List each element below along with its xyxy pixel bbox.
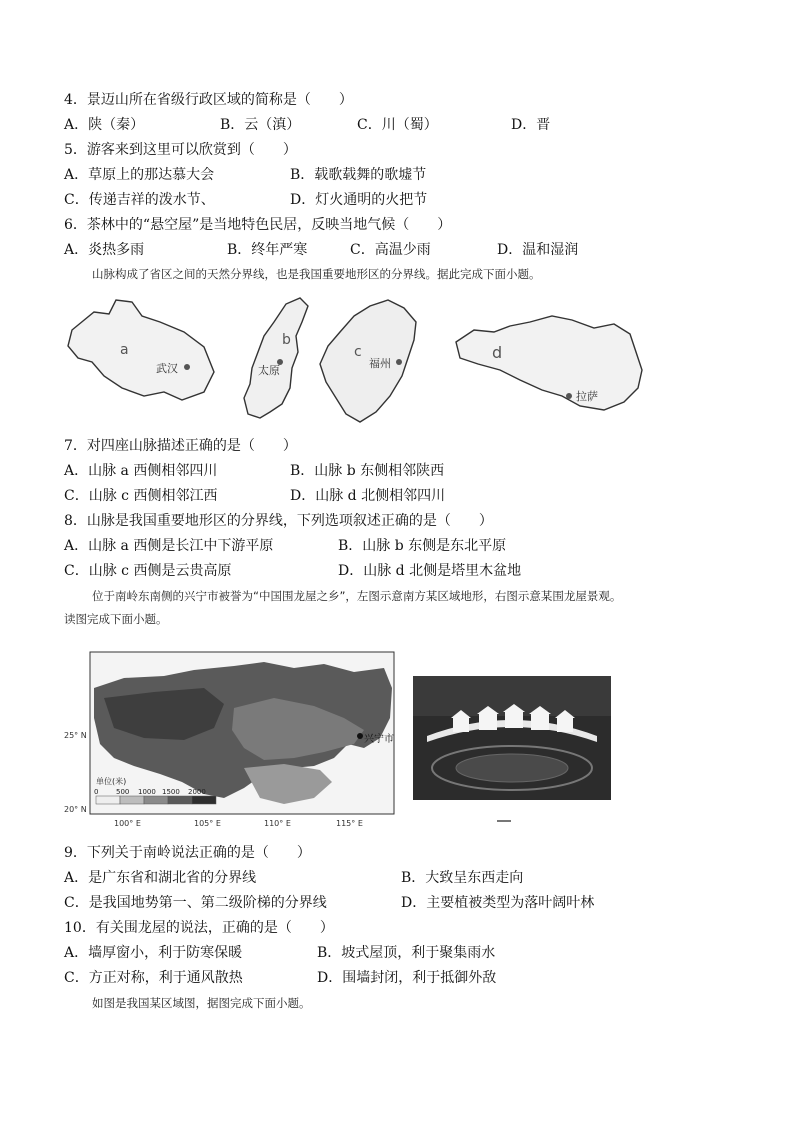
q10-option-d: D．围墙封闭，利于抵御外敌	[317, 970, 497, 986]
label-xingning: 兴宁市	[364, 734, 394, 745]
q6-option-c: C．高温少雨	[350, 242, 431, 258]
intro-nanling-line2: 读图完成下面小题。	[64, 612, 168, 626]
q9-option-a: A．是广东省和湖北省的分界线	[64, 870, 257, 886]
label-a: a	[120, 342, 129, 358]
intro-nanling-line1: 位于南岭东南侧的兴宁市被誉为“中国围龙屋之乡”，左图示意南方某区域地形，右图示意某围龙屋景观。	[92, 589, 622, 603]
label-c: c	[354, 344, 362, 360]
q8-option-b: B．山脉 b 东侧是东北平原	[338, 538, 507, 554]
q9-stem: 9．下列关于南岭说法正确的是（ ）	[64, 845, 311, 861]
q10-option-b: B．坡式屋顶，利于聚集雨水	[317, 945, 496, 961]
q9-option-c: C．是我国地势第一、第二级阶梯的分界线	[64, 895, 327, 911]
q6-option-a: A．炎热多雨	[64, 242, 145, 258]
label-wuhan: 武汉	[156, 362, 178, 375]
q4-option-d: D．晋	[511, 117, 551, 133]
lat-20: 20° N	[64, 805, 87, 814]
q7-stem: 7．对四座山脉描述正确的是（ ）	[64, 438, 297, 454]
q4-option-c: C．川（蜀）	[357, 117, 438, 133]
q9-option-b: B．大致呈东西走向	[401, 870, 524, 886]
q4-option-a: A．陕（秦）	[64, 117, 145, 133]
legend-1000: 1000	[138, 788, 156, 796]
terrain-map	[64, 648, 400, 830]
legend-title: 单位(米)	[96, 777, 127, 786]
legend-0: 0	[94, 788, 99, 796]
lat-25: 25° N	[64, 731, 87, 740]
lon-115: 115° E	[336, 819, 363, 828]
label-taiyuan: 太原	[258, 364, 280, 377]
q5-option-c: C．传递吉祥的泼水节、	[64, 192, 215, 208]
q10-option-a: A．墙厚窗小，利于防寒保暖	[64, 945, 243, 961]
q7-option-d: D．山脉 d 北侧相邻四川	[290, 488, 446, 504]
q9-option-d: D．主要植被类型为落叶阔叶林	[401, 895, 595, 911]
q8-option-d: D．山脉 d 北侧是塔里木盆地	[338, 563, 522, 579]
weilongwu-photo	[413, 676, 611, 800]
label-lasa: 拉萨	[576, 390, 598, 403]
q5-option-a: A．草原上的那达慕大会	[64, 167, 215, 183]
q4-stem: 4．景迈山所在省级行政区域的简称是（ ）	[64, 92, 353, 108]
q4-option-b: B．云（滇）	[220, 117, 301, 133]
q7-option-b: B．山脉 b 东侧相邻陕西	[290, 463, 445, 479]
q7-option-c: C．山脉 c 西侧相邻江西	[64, 488, 218, 504]
q5-option-b: B．载歌载舞的歌墟节	[290, 167, 427, 183]
intro-region-map: 如图是我国某区域图，据图完成下面小题。	[92, 996, 311, 1010]
lon-105: 105° E	[194, 819, 221, 828]
q10-stem: 10．有关围龙屋的说法，正确的是（ ）	[64, 920, 334, 936]
q6-stem: 6．茶林中的“悬空屋”是当地特色民居，反映当地气候（ ）	[64, 217, 452, 233]
q7-option-a: A．山脉 a 西侧相邻四川	[64, 463, 218, 479]
q6-option-d: D．温和湿润	[497, 242, 579, 258]
intro-mountains: 山脉构成了省区之间的天然分界线，也是我国重要地形区的分界线。据此完成下面小题。	[92, 267, 541, 281]
label-b: b	[282, 332, 291, 348]
q8-option-c: C．山脉 c 西侧是云贵高原	[64, 563, 232, 579]
q8-stem: 8．山脉是我国重要地形区的分界线，下列选项叙述正确的是（ ）	[64, 513, 493, 529]
label-d: d	[492, 343, 503, 362]
q8-option-a: A．山脉 a 西侧是长江中下游平原	[64, 538, 274, 554]
lon-100: 100° E	[114, 819, 141, 828]
q10-option-c: C．方正对称，利于通风散热	[64, 970, 243, 986]
photo-caption-mark	[497, 820, 511, 822]
label-fuzhou: 福州	[369, 357, 391, 370]
q5-option-d: D．灯火通明的火把节	[290, 192, 428, 208]
legend-500: 500	[116, 788, 130, 796]
legend-1500: 1500	[162, 788, 180, 796]
province-outline-maps	[64, 292, 684, 428]
lon-110: 110° E	[264, 819, 291, 828]
q6-option-b: B．终年严寒	[227, 242, 308, 258]
legend-2000: 2000	[188, 788, 206, 796]
q5-stem: 5．游客来到这里可以欣赏到（ ）	[64, 142, 297, 158]
